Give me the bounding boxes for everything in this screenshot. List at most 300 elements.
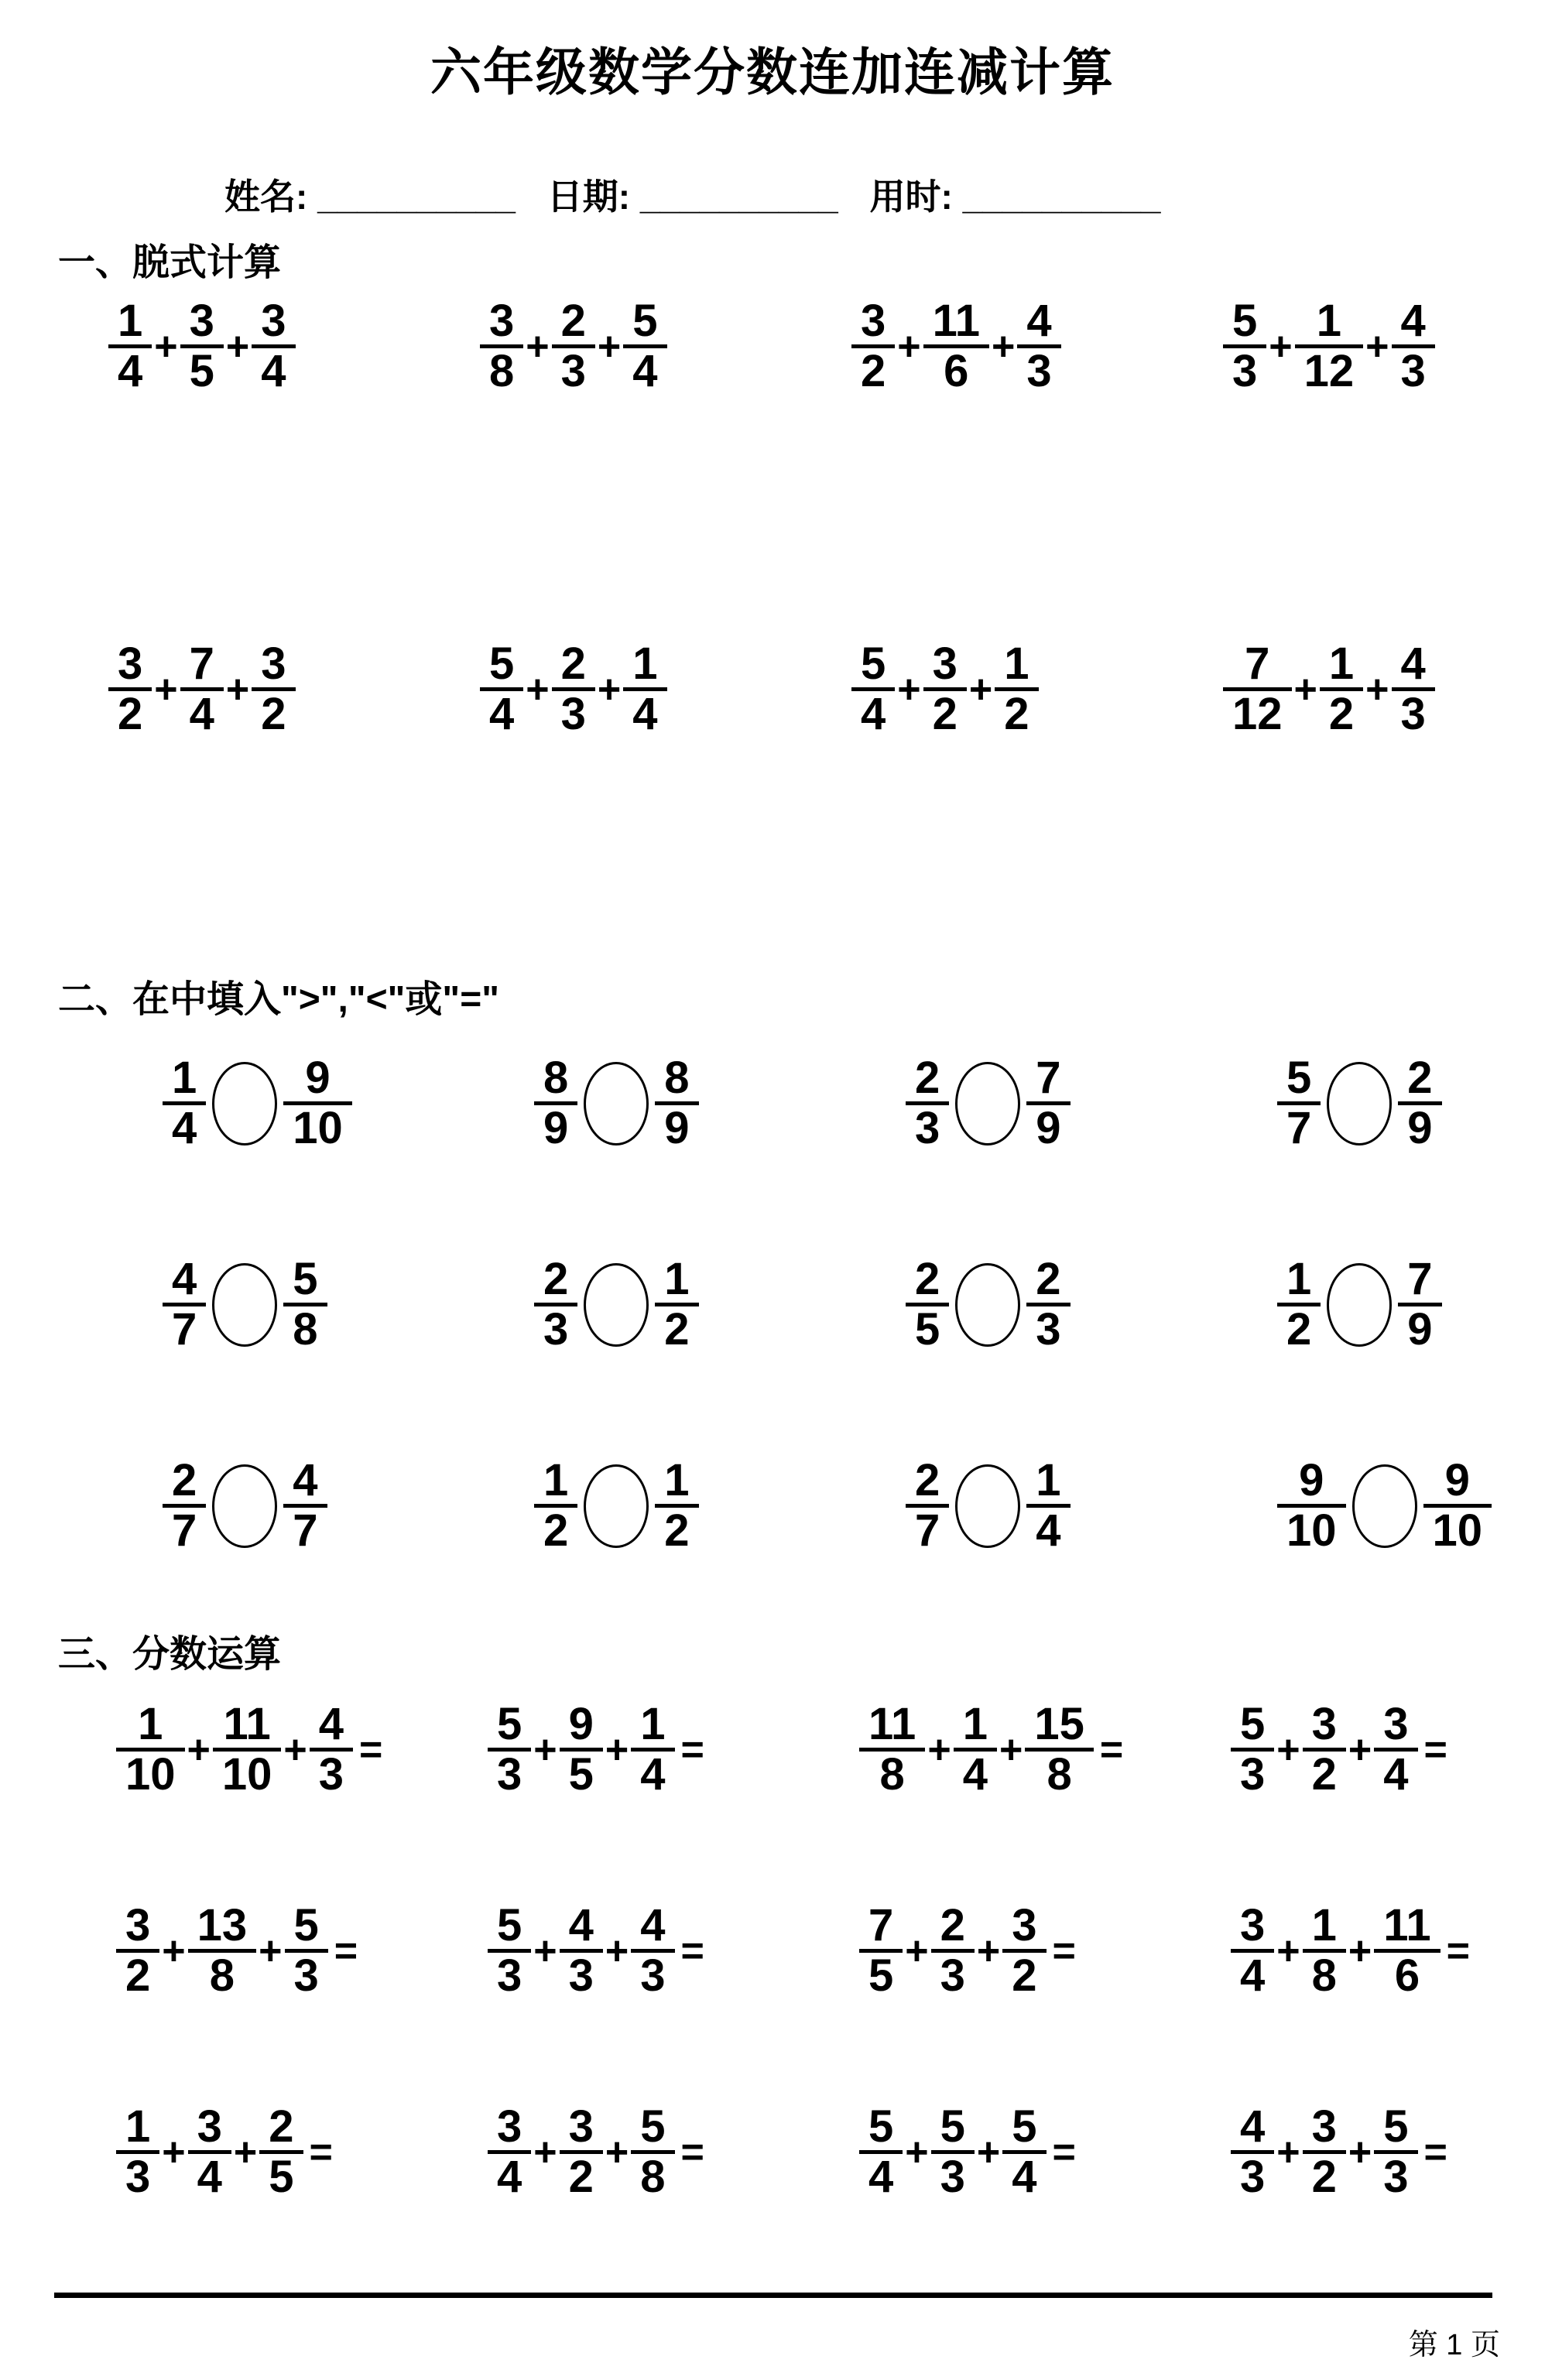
denominator: 3 (560, 689, 586, 740)
fraction (623, 641, 666, 738)
fraction (488, 1701, 531, 1799)
numerator: 1 (1328, 639, 1355, 689)
denominator: 9 (543, 1103, 569, 1154)
denominator: 4 (632, 346, 658, 397)
denominator: 5 (868, 1950, 894, 2002)
problem (1223, 298, 1545, 396)
section-1-row-2 (0, 641, 1545, 738)
numerator: 3 (1311, 1699, 1337, 1749)
denominator: 3 (1240, 1749, 1266, 1800)
denominator: 3 (497, 1950, 522, 2002)
date-blank-field[interactable]: __________ (639, 176, 838, 217)
numerator: 4 (640, 1900, 666, 1950)
plus-sign: + (162, 2129, 186, 2175)
denominator: 3 (497, 1749, 522, 1800)
denominator: 3 (543, 1304, 569, 1355)
fraction (163, 1256, 206, 1354)
equals-sign: = (334, 1928, 358, 1974)
problem (116, 1701, 488, 1799)
plus-sign: + (283, 1727, 307, 1772)
numerator: 1 (632, 639, 658, 689)
numerator: 2 (560, 639, 586, 689)
comparison-circle[interactable] (1352, 1464, 1417, 1548)
numerator: 3 (1240, 1900, 1266, 1950)
section-1-heading: 一、脱式计算 (58, 242, 282, 283)
plus-sign: + (1276, 2129, 1300, 2175)
plus-sign: + (526, 666, 550, 712)
numerator: 11 (868, 1699, 916, 1749)
plus-sign: + (597, 666, 622, 712)
plus-sign: + (1276, 1727, 1300, 1772)
plus-sign: + (605, 1727, 629, 1772)
problem (906, 1457, 1277, 1555)
section-3-row-3 (0, 2101, 1545, 2203)
denominator: 3 (293, 1950, 319, 2002)
fraction (108, 298, 152, 396)
name-label: 姓名: (224, 176, 308, 217)
plus-sign: + (233, 2129, 258, 2175)
denominator: 9 (1036, 1103, 1061, 1154)
numerator: 5 (1232, 296, 1258, 346)
equals-sign: = (1052, 1928, 1076, 1974)
plus-sign: + (897, 666, 921, 712)
denominator: 9 (664, 1103, 690, 1154)
name-blank-field[interactable]: __________ (317, 176, 516, 217)
fraction (1374, 2101, 1417, 2203)
numerator: 2 (172, 1455, 197, 1505)
numerator: 5 (489, 639, 515, 689)
plus-sign: + (1348, 1727, 1372, 1772)
section-3-row-2 (0, 1902, 1545, 2000)
fraction (1374, 1902, 1440, 2000)
fraction (180, 641, 224, 738)
numerator: 1 (1286, 1254, 1312, 1304)
plus-sign: + (605, 2129, 629, 2175)
numerator: 5 (632, 296, 658, 346)
fraction (1392, 641, 1435, 738)
numerator: 2 (269, 2101, 294, 2152)
fraction (655, 1457, 698, 1555)
denominator: 10 (1432, 1505, 1483, 1556)
problem (480, 298, 851, 396)
fraction (631, 2101, 674, 2203)
plus-sign: + (897, 324, 921, 369)
plus-sign: + (905, 1928, 929, 1974)
denominator: 4 (962, 1749, 988, 1800)
plus-sign: + (1269, 324, 1293, 369)
plus-sign: + (162, 1928, 186, 1974)
comparison-circle[interactable] (955, 1062, 1020, 1145)
date-label: 日期: (546, 176, 631, 217)
plus-sign: + (533, 2129, 557, 2175)
numerator: 1 (1316, 296, 1342, 346)
numerator: 3 (497, 2101, 522, 2152)
plus-sign: + (1348, 2129, 1372, 2175)
numerator: 13 (197, 1900, 248, 1950)
plus-sign: + (259, 1928, 283, 1974)
problem (108, 641, 480, 738)
numerator: 8 (543, 1053, 569, 1103)
fraction (1277, 1256, 1321, 1354)
numerator: 3 (1383, 1699, 1409, 1749)
problem (163, 1256, 534, 1354)
comparison-circle[interactable] (955, 1464, 1020, 1548)
comparison-circle[interactable] (1327, 1062, 1392, 1145)
fraction (116, 1701, 185, 1799)
fraction (906, 1055, 949, 1152)
section-3-row-1 (0, 1701, 1545, 1799)
fraction (1303, 2101, 1346, 2203)
plus-sign: + (1348, 1928, 1372, 1974)
numerator: 3 (261, 639, 286, 689)
denominator: 3 (1400, 346, 1426, 397)
fraction (1295, 298, 1364, 396)
comparison-circle[interactable] (212, 1263, 277, 1347)
denominator: 2 (932, 689, 957, 740)
plus-sign: + (905, 2129, 929, 2175)
fraction (923, 298, 989, 396)
problem (534, 1055, 906, 1152)
fraction (560, 2101, 603, 2203)
denominator: 2 (1004, 689, 1029, 740)
equals-sign: = (1099, 1727, 1124, 1772)
time-blank-field[interactable]: __________ (962, 176, 1161, 217)
denominator: 4 (632, 689, 658, 740)
comparison-circle[interactable] (584, 1062, 649, 1145)
fraction (534, 1256, 577, 1354)
denominator: 4 (868, 2152, 894, 2203)
fraction (1392, 298, 1435, 396)
numerator: 1 (1004, 639, 1029, 689)
comparison-circle[interactable] (212, 1464, 277, 1548)
fraction (923, 641, 967, 738)
section-2-row-1 (0, 1055, 1545, 1152)
numerator: 1 (118, 296, 143, 346)
fraction (108, 641, 152, 738)
fraction (851, 298, 895, 396)
numerator: 3 (125, 1900, 151, 1950)
denominator: 4 (172, 1103, 197, 1154)
equals-sign: = (309, 2129, 333, 2175)
fraction (163, 1055, 206, 1152)
numerator: 7 (1407, 1254, 1433, 1304)
name-date-time-line (224, 169, 1160, 220)
numerator: 5 (868, 2101, 894, 2152)
fraction (931, 2101, 975, 2203)
plus-sign: + (999, 1727, 1023, 1772)
fraction (534, 1457, 577, 1555)
comparison-circle[interactable] (584, 1263, 649, 1347)
problem (906, 1055, 1277, 1152)
numerator: 1 (664, 1254, 690, 1304)
fraction (560, 1902, 603, 2000)
problem (851, 298, 1223, 396)
numerator: 2 (560, 296, 586, 346)
denominator: 5 (269, 2152, 294, 2203)
fraction (655, 1256, 698, 1354)
denominator: 4 (489, 689, 515, 740)
denominator: 5 (189, 346, 214, 397)
denominator: 2 (664, 1304, 690, 1355)
denominator: 9 (1407, 1103, 1433, 1154)
problem (108, 298, 480, 396)
numerator: 1 (640, 1699, 666, 1749)
numerator: 3 (861, 296, 886, 346)
fraction (1002, 1902, 1046, 2000)
denominator: 2 (1286, 1304, 1312, 1355)
numerator: 11 (223, 1699, 271, 1749)
numerator: 3 (261, 296, 286, 346)
numerator: 1 (125, 2101, 151, 2152)
denominator: 3 (940, 2152, 965, 2203)
fraction (655, 1055, 698, 1152)
numerator: 1 (172, 1053, 197, 1103)
comparison-circle[interactable] (1327, 1263, 1392, 1347)
fraction (1017, 298, 1060, 396)
numerator: 2 (915, 1254, 940, 1304)
denominator: 8 (489, 346, 515, 397)
fraction (995, 641, 1038, 738)
denominator: 4 (118, 346, 143, 397)
denominator: 2 (1012, 1950, 1037, 2002)
denominator: 7 (915, 1505, 940, 1556)
fraction (1026, 1256, 1070, 1354)
numerator: 7 (1245, 639, 1270, 689)
problem (488, 1902, 859, 2000)
fraction (116, 2101, 159, 2203)
denominator: 8 (1047, 1749, 1072, 1800)
fraction (252, 641, 295, 738)
problem (1277, 1457, 1545, 1555)
denominator: 3 (1383, 2152, 1409, 2203)
numerator: 4 (318, 1699, 344, 1749)
section-1-row-1 (0, 298, 1545, 396)
denominator: 3 (915, 1103, 940, 1154)
numerator: 2 (1407, 1053, 1433, 1103)
numerator: 4 (172, 1254, 197, 1304)
equals-sign: = (680, 1727, 704, 1772)
denominator: 3 (940, 1950, 965, 2002)
numerator: 9 (568, 1699, 594, 1749)
fraction (631, 1902, 674, 2000)
denominator: 8 (640, 2152, 666, 2203)
denominator: 4 (861, 689, 886, 740)
fraction (480, 298, 523, 396)
fraction (285, 1902, 328, 2000)
denominator: 2 (1311, 2152, 1337, 2203)
numerator: 9 (1299, 1455, 1324, 1505)
denominator: 10 (125, 1749, 176, 1800)
fraction (859, 1902, 903, 2000)
fraction (1277, 1457, 1346, 1555)
numerator: 2 (915, 1455, 940, 1505)
fraction (488, 2101, 531, 2203)
fraction (1223, 641, 1292, 738)
numerator: 15 (1034, 1699, 1084, 1749)
fraction (188, 1902, 257, 2000)
denominator: 4 (1012, 2152, 1037, 2203)
denominator: 2 (118, 689, 143, 740)
numerator: 3 (1012, 1900, 1037, 1950)
denominator: 9 (1407, 1304, 1433, 1355)
numerator: 5 (497, 1900, 522, 1950)
fraction (906, 1457, 949, 1555)
denominator: 7 (1286, 1103, 1312, 1154)
denominator: 2 (261, 689, 286, 740)
equals-sign: = (1423, 2129, 1447, 2175)
denominator: 2 (568, 2152, 594, 2203)
numerator: 5 (1383, 2101, 1409, 2152)
denominator: 3 (560, 346, 586, 397)
problem (906, 1256, 1277, 1354)
plus-sign: + (225, 666, 250, 712)
fraction (859, 2101, 903, 2203)
section-2-heading: 二、在中填入">","<"或"=" (58, 979, 499, 1020)
numerator: 4 (1400, 639, 1426, 689)
numerator: 9 (1444, 1455, 1470, 1505)
numerator: 3 (932, 639, 957, 689)
denominator: 7 (293, 1505, 318, 1556)
equals-sign: = (1423, 1727, 1447, 1772)
problem (1231, 1902, 1545, 2000)
denominator: 4 (1036, 1505, 1061, 1556)
plus-sign: + (533, 1928, 557, 1974)
fraction (623, 298, 666, 396)
numerator: 5 (497, 1699, 522, 1749)
fraction (283, 1457, 327, 1555)
denominator: 2 (543, 1505, 569, 1556)
section-2-row-2 (0, 1256, 1545, 1354)
denominator: 5 (568, 1749, 594, 1800)
comparison-circle[interactable] (955, 1263, 1020, 1347)
fraction (1002, 2101, 1046, 2203)
numerator: 4 (568, 1900, 594, 1950)
problem (534, 1457, 906, 1555)
fraction (1398, 1256, 1441, 1354)
numerator: 5 (293, 1254, 318, 1304)
fraction (259, 2101, 303, 2203)
numerator: 8 (664, 1053, 690, 1103)
denominator: 3 (1026, 346, 1052, 397)
numerator: 3 (489, 296, 515, 346)
denominator: 8 (293, 1304, 318, 1355)
plus-sign: + (927, 1727, 951, 1772)
numerator: 2 (543, 1254, 569, 1304)
denominator: 4 (497, 2152, 522, 2203)
denominator: 12 (1303, 346, 1355, 397)
denominator: 2 (1328, 689, 1355, 740)
denominator: 10 (1286, 1505, 1337, 1556)
fraction (631, 1701, 674, 1799)
numerator: 4 (1240, 2101, 1266, 2152)
fraction (1423, 1457, 1492, 1555)
fraction (931, 1902, 975, 2000)
numerator: 3 (568, 2101, 594, 2152)
denominator: 3 (1232, 346, 1258, 397)
fraction (560, 1701, 603, 1799)
numerator: 7 (1036, 1053, 1061, 1103)
fraction (1025, 1701, 1094, 1799)
fraction (1303, 1701, 1346, 1799)
numerator: 5 (1012, 2101, 1037, 2152)
problem (859, 1902, 1231, 2000)
plus-sign: + (225, 324, 250, 369)
equals-sign: = (359, 1727, 383, 1772)
numerator: 2 (940, 1900, 965, 1950)
denominator: 7 (172, 1304, 197, 1355)
fraction (283, 1055, 352, 1152)
denominator: 4 (1383, 1749, 1409, 1800)
fraction (954, 1701, 997, 1799)
numerator: 5 (861, 639, 886, 689)
denominator: 7 (172, 1505, 197, 1556)
plus-sign: + (526, 324, 550, 369)
problem (859, 2101, 1231, 2203)
denominator: 8 (879, 1749, 905, 1800)
plus-sign: + (154, 324, 178, 369)
denominator: 6 (944, 346, 969, 397)
numerator: 11 (932, 296, 980, 346)
fraction (283, 1256, 327, 1354)
plus-sign: + (976, 1928, 1001, 1974)
numerator: 5 (640, 2101, 666, 2152)
problem (480, 641, 851, 738)
problem (851, 641, 1223, 738)
fraction (859, 1701, 925, 1799)
denominator: 3 (568, 1950, 594, 2002)
fraction (1026, 1457, 1070, 1555)
comparison-circle[interactable] (212, 1062, 277, 1145)
equals-sign: = (680, 2129, 704, 2175)
problem (1223, 641, 1545, 738)
numerator: 5 (1240, 1699, 1266, 1749)
plus-sign: + (597, 324, 622, 369)
fraction (188, 2101, 231, 2203)
denominator: 2 (664, 1505, 690, 1556)
fraction (851, 641, 895, 738)
comparison-circle[interactable] (584, 1464, 649, 1548)
problem (116, 1902, 488, 2000)
numerator: 2 (915, 1053, 940, 1103)
fraction (163, 1457, 206, 1555)
fraction (1320, 641, 1363, 738)
numerator: 5 (1286, 1053, 1312, 1103)
problem (163, 1457, 534, 1555)
numerator: 5 (940, 2101, 965, 2152)
numerator: 4 (293, 1455, 318, 1505)
fraction (552, 298, 595, 396)
denominator: 5 (915, 1304, 940, 1355)
numerator: 3 (1311, 2101, 1337, 2152)
problem (534, 1256, 906, 1354)
fraction (252, 298, 295, 396)
fraction (1374, 1701, 1417, 1799)
numerator: 7 (189, 639, 214, 689)
fraction (480, 641, 523, 738)
denominator: 3 (318, 1749, 344, 1800)
equals-sign: = (1446, 1928, 1470, 1974)
fraction (1231, 1902, 1274, 2000)
denominator: 3 (1240, 2152, 1266, 2203)
denominator: 10 (293, 1103, 343, 1154)
denominator: 2 (861, 346, 886, 397)
numerator: 1 (1036, 1455, 1061, 1505)
numerator: 2 (1036, 1254, 1061, 1304)
problem (1277, 1256, 1545, 1354)
page-title: 六年级数学分数连加连减计算 (430, 43, 1115, 101)
problem (488, 2101, 859, 2203)
denominator: 8 (209, 1950, 235, 2002)
